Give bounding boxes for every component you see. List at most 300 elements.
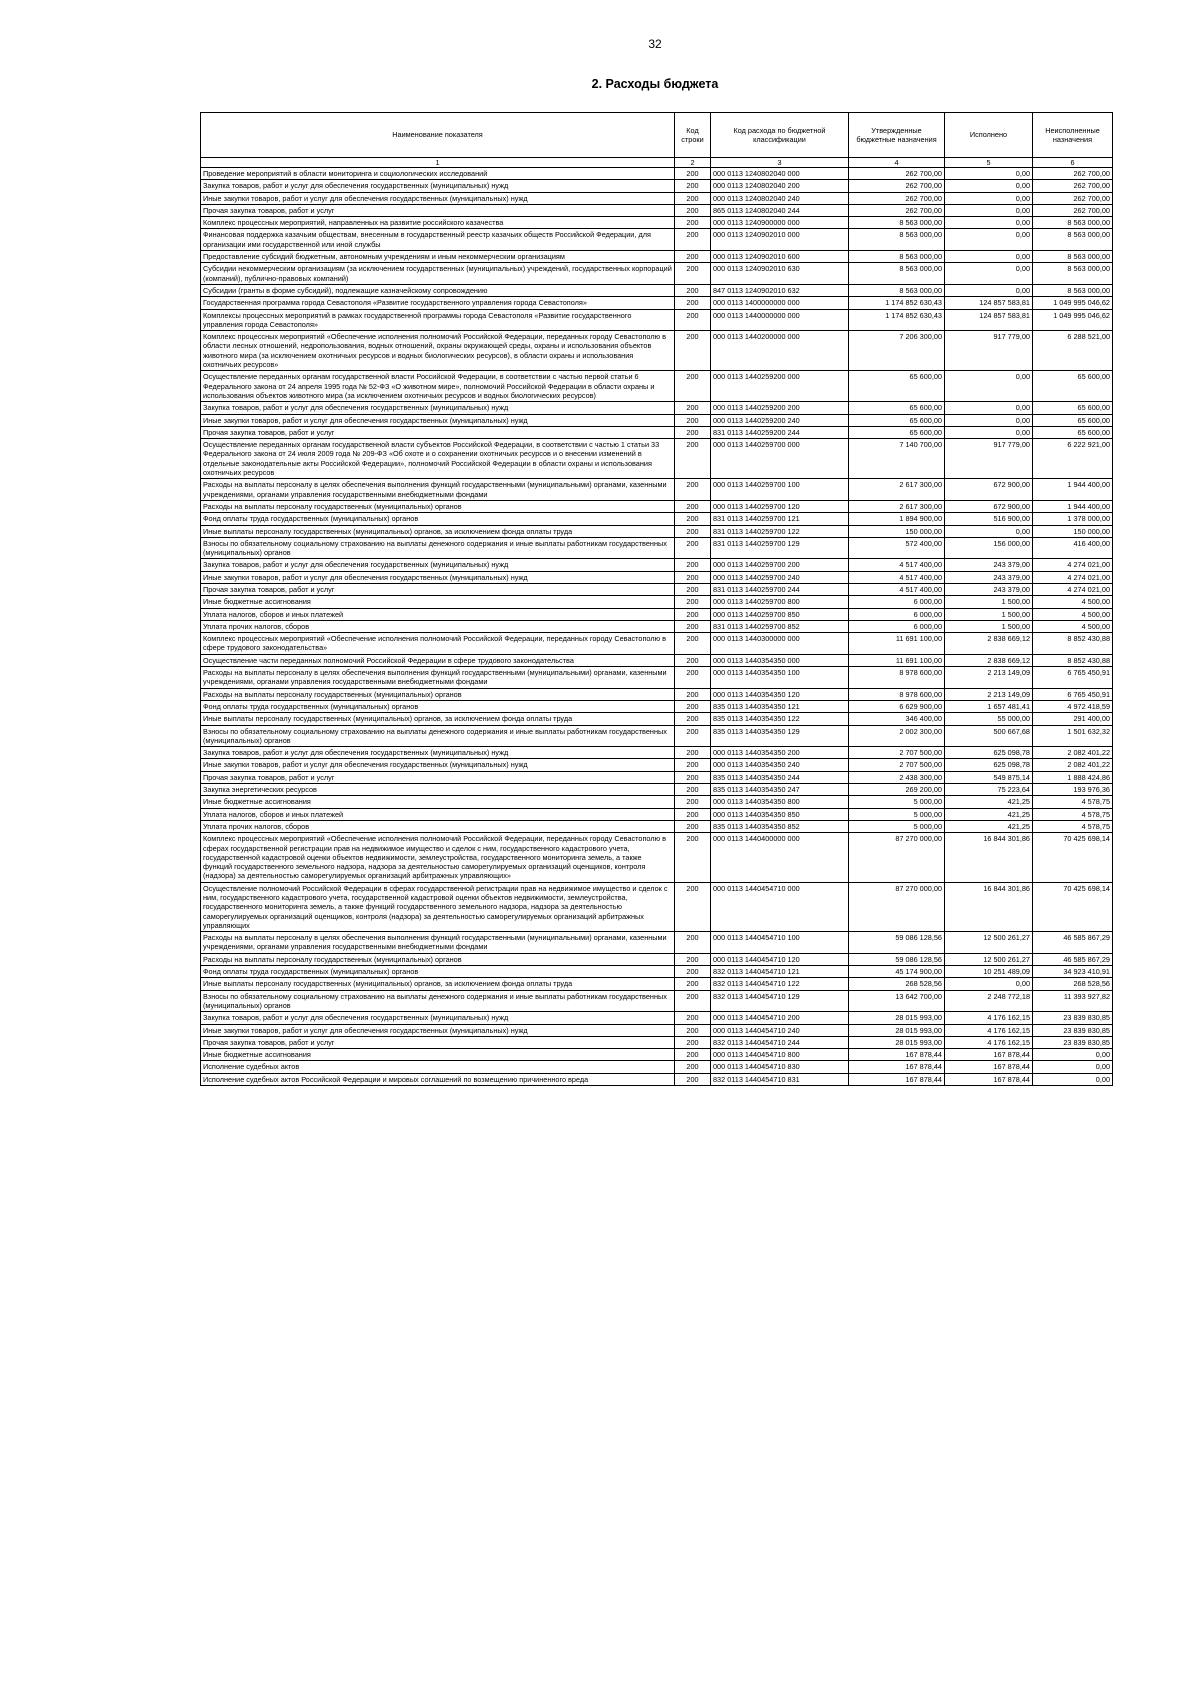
table-row [201, 192, 1113, 204]
row-unexecuted: 8 563 000,00 [1033, 251, 1113, 263]
row-budget-code: 832 0113 1440454710 831 [711, 1073, 849, 1085]
row-budget-code: 835 0113 1440354350 122 [711, 713, 849, 725]
row-name: Прочая закупка товаров, работ и услуг [201, 583, 675, 595]
table-row [201, 725, 1113, 747]
row-line-code: 200 [675, 439, 711, 479]
column-number: 6 [1033, 158, 1113, 168]
row-unexecuted: 1 944 400,00 [1033, 479, 1113, 501]
row-budget-code: 000 0113 1440354350 120 [711, 688, 849, 700]
row-approved: 268 528,56 [849, 978, 945, 990]
row-budget-code: 000 0113 1440300000 000 [711, 633, 849, 655]
row-line-code: 200 [675, 990, 711, 1012]
row-approved: 65 600,00 [849, 426, 945, 438]
row-budget-code: 000 0113 1240802040 240 [711, 192, 849, 204]
row-executed: 917 779,00 [945, 331, 1033, 371]
row-unexecuted: 4 972 418,59 [1033, 700, 1113, 712]
row-approved: 167 878,44 [849, 1073, 945, 1085]
row-name: Комплекс процессных мероприятий «Обеспечение исполнения полномочий Российской Федерации, переданных городу Севастополю в области лесных отношений, недропользования, водных отношений, охраны окружающей среды, охраны и использования объектов животного мира (за исключением охотничьих ресурсов и водных биологических ресурсов), в области охраны и использования охотничьих ресурсов» [201, 331, 675, 371]
row-approved: 65 600,00 [849, 414, 945, 426]
table-row [201, 263, 1113, 285]
row-unexecuted: 23 839 830,85 [1033, 1024, 1113, 1036]
row-line-code: 200 [675, 371, 711, 402]
row-name: Предоставление субсидий бюджетным, автономным учреждениям и иным некоммерческим организациям [201, 251, 675, 263]
row-name: Иные закупки товаров, работ и услуг для обеспечения государственных (муниципальных) нужд [201, 1024, 675, 1036]
row-line-code: 200 [675, 633, 711, 655]
row-unexecuted: 8 563 000,00 [1033, 229, 1113, 251]
row-unexecuted: 4 578,75 [1033, 820, 1113, 832]
table-row [201, 1073, 1113, 1085]
row-line-code: 200 [675, 796, 711, 808]
row-line-code: 200 [675, 596, 711, 608]
row-executed: 0,00 [945, 263, 1033, 285]
row-line-code: 200 [675, 784, 711, 796]
row-name: Взносы по обязательному социальному страхованию на выплаты денежного содержания и иные выплаты работникам государственных (муниципальных) органов [201, 725, 675, 747]
column-number: 3 [711, 158, 849, 168]
row-executed: 2 213 149,09 [945, 688, 1033, 700]
row-budget-code: 832 0113 1440454710 129 [711, 990, 849, 1012]
row-approved: 7 206 300,00 [849, 331, 945, 371]
row-executed: 0,00 [945, 402, 1033, 414]
row-name: Взносы по обязательному социальному страхованию на выплаты денежного содержания и иные выплаты работникам государственных (муниципальных) органов [201, 537, 675, 559]
row-executed: 2 213 149,09 [945, 667, 1033, 689]
table-row [201, 426, 1113, 438]
row-name: Закупка товаров, работ и услуг для обеспечения государственных (муниципальных) нужд [201, 1012, 675, 1024]
table-row [201, 251, 1113, 263]
row-executed: 0,00 [945, 168, 1033, 180]
row-line-code: 200 [675, 688, 711, 700]
row-executed: 124 857 583,81 [945, 297, 1033, 309]
row-budget-code: 000 0113 1440400000 000 [711, 833, 849, 882]
row-unexecuted: 2 082 401,22 [1033, 759, 1113, 771]
row-executed: 167 878,44 [945, 1049, 1033, 1061]
row-approved: 7 140 700,00 [849, 439, 945, 479]
row-executed: 421,25 [945, 808, 1033, 820]
row-unexecuted: 8 563 000,00 [1033, 217, 1113, 229]
row-line-code: 200 [675, 966, 711, 978]
row-budget-code: 835 0113 1440354350 121 [711, 700, 849, 712]
row-approved: 1 894 900,00 [849, 513, 945, 525]
table-row [201, 284, 1113, 296]
table-row [201, 559, 1113, 571]
table-row [201, 525, 1113, 537]
row-name: Иные бюджетные ассигнования [201, 596, 675, 608]
row-budget-code: 000 0113 1440454710 000 [711, 882, 849, 931]
row-unexecuted: 4 274 021,00 [1033, 571, 1113, 583]
page-title: 2. Расходы бюджета [591, 77, 719, 91]
row-budget-code: 831 0113 1440259700 129 [711, 537, 849, 559]
row-line-code: 200 [675, 284, 711, 296]
row-approved: 5 000,00 [849, 820, 945, 832]
row-approved: 13 642 700,00 [849, 990, 945, 1012]
row-line-code: 200 [675, 402, 711, 414]
row-line-code: 200 [675, 168, 711, 180]
row-budget-code: 000 0113 1440354350 800 [711, 796, 849, 808]
row-approved: 2 617 300,00 [849, 500, 945, 512]
row-budget-code: 000 0113 1440354350 240 [711, 759, 849, 771]
row-unexecuted: 70 425 698,14 [1033, 882, 1113, 931]
row-budget-code: 000 0113 1440259700 000 [711, 439, 849, 479]
row-executed: 0,00 [945, 414, 1033, 426]
row-line-code: 200 [675, 725, 711, 747]
row-approved: 262 700,00 [849, 180, 945, 192]
row-unexecuted: 291 400,00 [1033, 713, 1113, 725]
table-row [201, 953, 1113, 965]
row-name: Закупка товаров, работ и услуг для обеспечения государственных (муниципальных) нужд [201, 747, 675, 759]
table-row [201, 784, 1113, 796]
row-name: Фонд оплаты труда государственных (муниципальных) органов [201, 513, 675, 525]
row-name: Закупка товаров, работ и услуг для обеспечения государственных (муниципальных) нужд [201, 402, 675, 414]
row-name: Иные выплаты персоналу государственных (муниципальных) органов, за исключением фонда оплаты труда [201, 713, 675, 725]
row-approved: 28 015 993,00 [849, 1012, 945, 1024]
row-approved: 1 174 852 630,43 [849, 309, 945, 331]
column-number: 1 [201, 158, 675, 168]
column-number: 4 [849, 158, 945, 168]
row-name: Расходы на выплаты персоналу государственных (муниципальных) органов [201, 688, 675, 700]
row-budget-code: 000 0113 1440259200 200 [711, 402, 849, 414]
row-executed: 243 379,00 [945, 571, 1033, 583]
row-line-code: 200 [675, 1049, 711, 1061]
row-name: Иные выплаты персоналу государственных (муниципальных) органов, за исключением фонда оплаты труда [201, 525, 675, 537]
table-row [201, 537, 1113, 559]
row-line-code: 200 [675, 217, 711, 229]
row-executed: 0,00 [945, 180, 1033, 192]
row-executed: 16 844 301,86 [945, 833, 1033, 882]
row-approved: 11 691 100,00 [849, 633, 945, 655]
row-name: Фонд оплаты труда государственных (муниципальных) органов [201, 966, 675, 978]
row-budget-code: 835 0113 1440354350 247 [711, 784, 849, 796]
row-approved: 28 015 993,00 [849, 1024, 945, 1036]
row-executed: 500 667,68 [945, 725, 1033, 747]
row-unexecuted: 262 700,00 [1033, 180, 1113, 192]
row-unexecuted: 46 585 867,29 [1033, 932, 1113, 954]
row-line-code: 200 [675, 297, 711, 309]
row-name: Проведение мероприятий в области мониторинга и социологических исследований [201, 168, 675, 180]
row-name: Закупка энергетических ресурсов [201, 784, 675, 796]
row-unexecuted: 46 585 867,29 [1033, 953, 1113, 965]
row-executed: 243 379,00 [945, 583, 1033, 595]
row-unexecuted: 193 976,36 [1033, 784, 1113, 796]
row-approved: 269 200,00 [849, 784, 945, 796]
row-executed: 2 838 669,12 [945, 633, 1033, 655]
row-executed: 75 223,64 [945, 784, 1033, 796]
row-budget-code: 000 0113 1440454710 200 [711, 1012, 849, 1024]
table-row [201, 439, 1113, 479]
row-line-code: 200 [675, 1061, 711, 1073]
row-budget-code: 000 0113 1440454710 240 [711, 1024, 849, 1036]
table-row [201, 932, 1113, 954]
row-budget-code: 000 0113 1240802040 200 [711, 180, 849, 192]
row-line-code: 200 [675, 513, 711, 525]
table-header-row [201, 113, 1113, 158]
row-executed: 0,00 [945, 371, 1033, 402]
table-row [201, 654, 1113, 666]
row-budget-code: 000 0113 1240900000 000 [711, 217, 849, 229]
row-line-code: 200 [675, 771, 711, 783]
row-approved: 6 000,00 [849, 596, 945, 608]
row-unexecuted: 262 700,00 [1033, 204, 1113, 216]
row-executed: 549 875,14 [945, 771, 1033, 783]
table-row [201, 571, 1113, 583]
table-row [201, 1061, 1113, 1073]
row-approved: 262 700,00 [849, 168, 945, 180]
row-unexecuted: 4 578,75 [1033, 808, 1113, 820]
table-row [201, 990, 1113, 1012]
row-unexecuted: 0,00 [1033, 1049, 1113, 1061]
row-budget-code: 835 0113 1440354350 129 [711, 725, 849, 747]
row-unexecuted: 65 600,00 [1033, 426, 1113, 438]
row-approved: 2 707 500,00 [849, 759, 945, 771]
row-name: Иные выплаты персоналу государственных (муниципальных) органов, за исключением фонда оплаты труда [201, 978, 675, 990]
row-budget-code: 831 0113 1440259200 244 [711, 426, 849, 438]
row-executed: 2 838 669,12 [945, 654, 1033, 666]
row-name: Осуществление полномочий Российской Федерации в сферах государственной регистрации прав на недвижимое имущество и сделок с ним, государственного кадастрового учета, государственной кадастровой оценки объектов недвижимости, землеустройства, государственного мониторинга земель, а также функций государственного земельного надзора, надзора за деятельностью саморегулируемых организаций оценщиков, контроля (надзора) за деятельностью саморегулируемых организаций арбитражных управляющих [201, 882, 675, 931]
row-unexecuted: 2 082 401,22 [1033, 747, 1113, 759]
row-executed: 243 379,00 [945, 559, 1033, 571]
table-row [201, 608, 1113, 620]
row-budget-code: 000 0113 1440354350 000 [711, 654, 849, 666]
row-unexecuted: 268 528,56 [1033, 978, 1113, 990]
row-line-code: 200 [675, 700, 711, 712]
row-executed: 1 500,00 [945, 620, 1033, 632]
row-approved: 11 691 100,00 [849, 654, 945, 666]
row-name: Иные закупки товаров, работ и услуг для обеспечения государственных (муниципальных) нужд [201, 414, 675, 426]
row-executed: 672 900,00 [945, 479, 1033, 501]
row-line-code: 200 [675, 583, 711, 595]
row-executed: 0,00 [945, 192, 1033, 204]
row-executed: 0,00 [945, 978, 1033, 990]
row-name: Закупка товаров, работ и услуг для обеспечения государственных (муниципальных) нужд [201, 180, 675, 192]
row-unexecuted: 6 222 921,00 [1033, 439, 1113, 479]
row-approved: 6 000,00 [849, 608, 945, 620]
row-name: Иные бюджетные ассигнования [201, 1049, 675, 1061]
row-executed: 4 176 162,15 [945, 1036, 1033, 1048]
row-name: Расходы на выплаты персоналу в целях обеспечения выполнения функций государственными (муниципальными) органами, казенными учреждениями, органами управления государственными внебюджетными фондами [201, 667, 675, 689]
row-line-code: 200 [675, 1036, 711, 1048]
row-approved: 45 174 900,00 [849, 966, 945, 978]
expenditure-table [200, 112, 1113, 1086]
row-unexecuted: 4 500,00 [1033, 596, 1113, 608]
row-line-code: 200 [675, 1073, 711, 1085]
table-row [201, 966, 1113, 978]
row-name: Уплата прочих налогов, сборов [201, 620, 675, 632]
row-executed: 421,25 [945, 820, 1033, 832]
table-row [201, 297, 1113, 309]
row-approved: 8 563 000,00 [849, 263, 945, 285]
row-budget-code: 835 0113 1440354350 244 [711, 771, 849, 783]
row-unexecuted: 1 944 400,00 [1033, 500, 1113, 512]
row-line-code: 200 [675, 571, 711, 583]
row-unexecuted: 262 700,00 [1033, 168, 1113, 180]
row-budget-code: 000 0113 1440454710 100 [711, 932, 849, 954]
row-executed: 625 098,78 [945, 759, 1033, 771]
row-executed: 0,00 [945, 525, 1033, 537]
table-row [201, 414, 1113, 426]
row-line-code: 200 [675, 331, 711, 371]
row-budget-code: 000 0113 1440259700 200 [711, 559, 849, 571]
row-line-code: 200 [675, 620, 711, 632]
row-approved: 6 000,00 [849, 620, 945, 632]
table-row [201, 479, 1113, 501]
table-row [201, 978, 1113, 990]
row-name: Прочая закупка товаров, работ и услуг [201, 204, 675, 216]
row-executed: 1 657 481,41 [945, 700, 1033, 712]
row-budget-code: 000 0113 1440259700 850 [711, 608, 849, 620]
row-name: Закупка товаров, работ и услуг для обеспечения государственных (муниципальных) нужд [201, 559, 675, 571]
row-budget-code: 000 0113 1440354350 100 [711, 667, 849, 689]
table-row [201, 180, 1113, 192]
table-row [201, 808, 1113, 820]
row-unexecuted: 4 274 021,00 [1033, 583, 1113, 595]
row-unexecuted: 65 600,00 [1033, 402, 1113, 414]
column-number-row [201, 158, 1113, 168]
row-name: Осуществление переданных органам государственной власти субъектов Российской Федерации, в соответствии с частью 1 статьи 33 Федерального закона от 24 июля 2009 года № 209-ФЗ «Об охоте и о сохранении охотничьих ресурсов и о внесении изменений в отдельные законодательные акты Российской Федерации», полномочий Российской Федерации в области охраны и использования охотничьих ресурсов [201, 439, 675, 479]
table-row [201, 771, 1113, 783]
row-executed: 917 779,00 [945, 439, 1033, 479]
row-unexecuted: 4 500,00 [1033, 608, 1113, 620]
row-unexecuted: 1 049 995 046,62 [1033, 297, 1113, 309]
row-line-code: 200 [675, 479, 711, 501]
row-name: Фонд оплаты труда государственных (муниципальных) органов [201, 700, 675, 712]
table-row [201, 1012, 1113, 1024]
row-name: Осуществление части переданных полномочий Российской Федерации в сфере трудового законодательства [201, 654, 675, 666]
row-approved: 2 707 500,00 [849, 747, 945, 759]
row-budget-code: 847 0113 1240902010 632 [711, 284, 849, 296]
row-approved: 8 563 000,00 [849, 251, 945, 263]
table-row [201, 796, 1113, 808]
table-row [201, 371, 1113, 402]
row-budget-code: 832 0113 1440454710 244 [711, 1036, 849, 1048]
table-row [201, 500, 1113, 512]
row-budget-code: 000 0113 1240902010 630 [711, 263, 849, 285]
table-row [201, 833, 1113, 882]
row-executed: 516 900,00 [945, 513, 1033, 525]
row-line-code: 200 [675, 537, 711, 559]
row-approved: 5 000,00 [849, 808, 945, 820]
table-row [201, 882, 1113, 931]
row-approved: 5 000,00 [849, 796, 945, 808]
row-line-code: 200 [675, 1012, 711, 1024]
table-row [201, 583, 1113, 595]
row-line-code: 200 [675, 608, 711, 620]
table-row [201, 688, 1113, 700]
row-unexecuted: 1 501 632,32 [1033, 725, 1113, 747]
row-unexecuted: 1 378 000,00 [1033, 513, 1113, 525]
row-executed: 167 878,44 [945, 1073, 1033, 1085]
row-executed: 55 000,00 [945, 713, 1033, 725]
header-unexecuted: Неисполненные назначения [1033, 113, 1113, 158]
table-row [201, 204, 1113, 216]
row-name: Расходы на выплаты персоналу государственных (муниципальных) органов [201, 500, 675, 512]
row-line-code: 200 [675, 192, 711, 204]
row-approved: 4 517 400,00 [849, 583, 945, 595]
row-line-code: 200 [675, 500, 711, 512]
row-approved: 2 617 300,00 [849, 479, 945, 501]
row-budget-code: 000 0113 1440259200 240 [711, 414, 849, 426]
row-name: Государственная программа города Севастополя «Развитие государственного управления города Севастополя» [201, 297, 675, 309]
row-unexecuted: 0,00 [1033, 1073, 1113, 1085]
row-budget-code: 000 0113 1240902010 000 [711, 229, 849, 251]
header-name: Наименование показателя [201, 113, 675, 158]
row-executed: 0,00 [945, 284, 1033, 296]
table-row [201, 402, 1113, 414]
row-line-code: 200 [675, 229, 711, 251]
row-name: Прочая закупка товаров, работ и услуг [201, 1036, 675, 1048]
row-unexecuted: 11 393 927,82 [1033, 990, 1113, 1012]
row-line-code: 200 [675, 978, 711, 990]
row-unexecuted: 1 888 424,86 [1033, 771, 1113, 783]
row-unexecuted: 1 049 995 046,62 [1033, 309, 1113, 331]
header-executed: Исполнено [945, 113, 1033, 158]
row-unexecuted: 262 700,00 [1033, 192, 1113, 204]
row-name: Иные закупки товаров, работ и услуг для обеспечения государственных (муниципальных) нужд [201, 192, 675, 204]
row-line-code: 200 [675, 932, 711, 954]
row-line-code: 200 [675, 953, 711, 965]
row-approved: 8 563 000,00 [849, 217, 945, 229]
row-unexecuted: 65 600,00 [1033, 414, 1113, 426]
row-budget-code: 831 0113 1440259700 122 [711, 525, 849, 537]
row-approved: 65 600,00 [849, 402, 945, 414]
row-budget-code: 000 0113 1440259700 240 [711, 571, 849, 583]
row-approved: 59 086 128,56 [849, 932, 945, 954]
row-budget-code: 000 0113 1440000000 000 [711, 309, 849, 331]
table-row [201, 747, 1113, 759]
row-line-code: 200 [675, 882, 711, 931]
table-row [201, 309, 1113, 331]
row-executed: 1 500,00 [945, 608, 1033, 620]
row-name: Комплекс процессных мероприятий, направленных на развитие российского казачества [201, 217, 675, 229]
table-body [201, 168, 1113, 1086]
table-row [201, 1024, 1113, 1036]
row-executed: 0,00 [945, 217, 1033, 229]
row-line-code: 200 [675, 759, 711, 771]
row-executed: 1 500,00 [945, 596, 1033, 608]
row-budget-code: 000 0113 1440454710 120 [711, 953, 849, 965]
row-approved: 1 174 852 630,43 [849, 297, 945, 309]
row-name: Иные закупки товаров, работ и услуг для обеспечения государственных (муниципальных) нужд [201, 759, 675, 771]
row-budget-code: 000 0113 1440454710 800 [711, 1049, 849, 1061]
table-row [201, 168, 1113, 180]
row-approved: 346 400,00 [849, 713, 945, 725]
row-executed: 0,00 [945, 426, 1033, 438]
row-line-code: 200 [675, 833, 711, 882]
row-unexecuted: 4 500,00 [1033, 620, 1113, 632]
row-name: Расходы на выплаты персоналу государственных (муниципальных) органов [201, 953, 675, 965]
row-approved: 2 438 300,00 [849, 771, 945, 783]
header-approved: Утвержденные бюджетные назначения [849, 113, 945, 158]
row-line-code: 200 [675, 747, 711, 759]
row-unexecuted: 6 288 521,00 [1033, 331, 1113, 371]
row-line-code: 200 [675, 654, 711, 666]
row-line-code: 200 [675, 204, 711, 216]
row-budget-code: 865 0113 1240802040 244 [711, 204, 849, 216]
row-executed: 10 251 489,09 [945, 966, 1033, 978]
row-name: Уплата налогов, сборов и иных платежей [201, 608, 675, 620]
row-budget-code: 000 0113 1440200000 000 [711, 331, 849, 371]
row-executed: 0,00 [945, 204, 1033, 216]
row-unexecuted: 23 839 830,85 [1033, 1036, 1113, 1048]
row-unexecuted: 23 839 830,85 [1033, 1012, 1113, 1024]
row-name: Уплата налогов, сборов и иных платежей [201, 808, 675, 820]
table-row [201, 620, 1113, 632]
row-line-code: 200 [675, 713, 711, 725]
row-approved: 8 978 600,00 [849, 688, 945, 700]
row-unexecuted: 8 563 000,00 [1033, 284, 1113, 296]
row-executed: 16 844 301,86 [945, 882, 1033, 931]
row-name: Взносы по обязательному социальному страхованию на выплаты денежного содержания и иные выплаты работникам государственных (муниципальных) органов [201, 990, 675, 1012]
row-approved: 167 878,44 [849, 1049, 945, 1061]
table-row [201, 1036, 1113, 1048]
row-executed: 124 857 583,81 [945, 309, 1033, 331]
